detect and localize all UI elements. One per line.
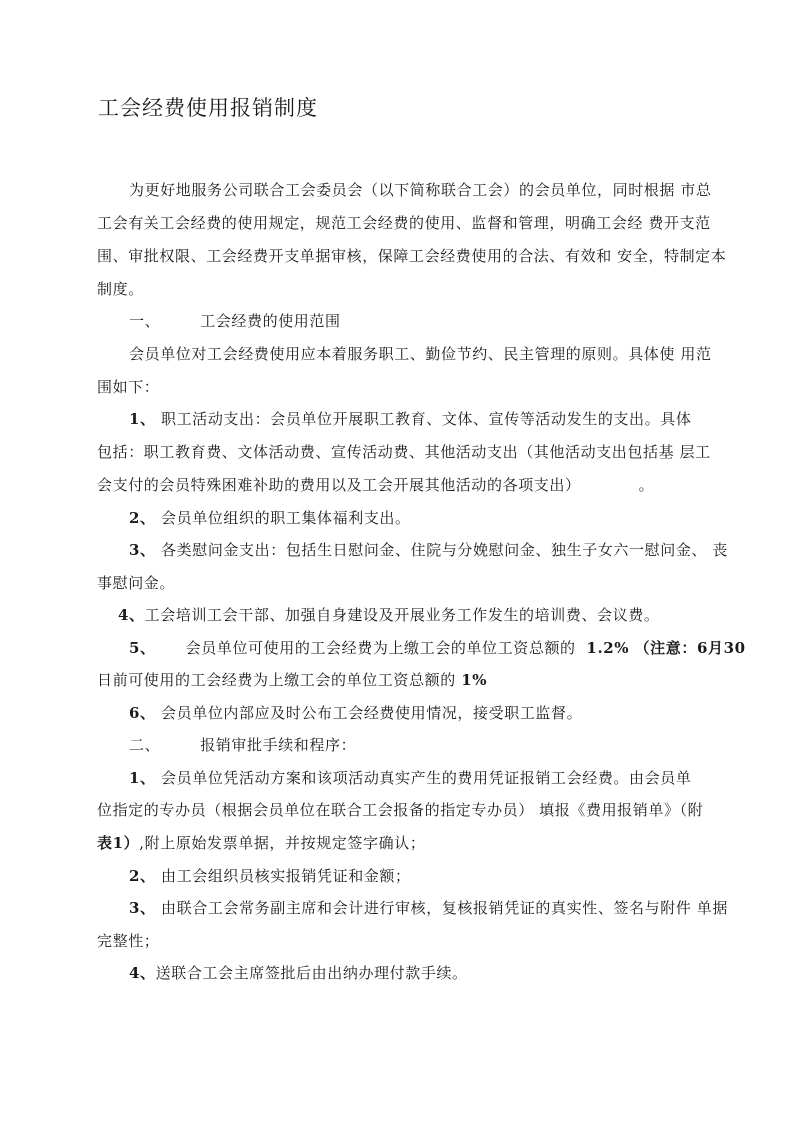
section1-heading xyxy=(129,311,341,331)
s1-item5-text: 会员单位可使用的工会经费为上缴工会的单位工资总额的 xyxy=(185,639,576,657)
s1-item2-text: 会员单位组织的职工集体福利支出。 xyxy=(161,509,411,527)
s2-item1-line-2: 位指定的专办员（根据会员单位在联合工会报备的指定专办员） 填报《费用报销单》（附 xyxy=(97,801,704,819)
s1-item5-pct1: 1.2% xyxy=(586,639,630,657)
s1-item4 xyxy=(118,605,659,625)
s2-item1-form-ref: 表1） xyxy=(97,834,140,852)
s1-item1-line-2: 包括：职工教育费、文体活动费、宣传活动费、其他活动支出（其他活动支出包括基 层工 xyxy=(97,443,711,461)
s2-item4-text: 送联合工会主席签批后由出纳办理付款手续。 xyxy=(155,964,468,982)
section2-title: 报销审批手续和程序： xyxy=(200,736,357,754)
s1-item6-text: 会员单位内部应及时公布工会经费使用情况，接受职工监督。 xyxy=(161,704,583,722)
s1-item1-line-1 xyxy=(129,409,691,429)
s1-item3-line-2: 事慰问金。 xyxy=(97,574,176,592)
s1-item5-line-1 xyxy=(129,638,746,658)
section1-intro-line-2: 围如下： xyxy=(97,378,160,396)
intro-line-2: 工会有关工会经费的使用规定，规范工会经费的使用、监督和管理，明确工会经 费开支范 xyxy=(97,214,711,232)
section2-heading xyxy=(129,735,356,755)
s1-item4-number: 4、 xyxy=(118,606,145,624)
s1-item5-note-open: （注意： xyxy=(634,639,697,657)
section2-number: 二、 xyxy=(129,736,161,754)
s1-item2 xyxy=(129,508,411,528)
s1-item5-number: 5、 xyxy=(129,639,156,657)
s2-item3-line-2: 完整性； xyxy=(97,932,160,950)
s1-item4-text: 工会培训工会干部、加强自身建设及开展业务工作发生的培训费、会议费。 xyxy=(144,606,660,624)
s2-item1-line-3 xyxy=(97,833,425,853)
s1-item5-pct2: 1% xyxy=(461,671,488,689)
s2-item1-line-1 xyxy=(129,768,691,788)
section1-intro-line-1: 会员单位对工会经费使用应本着服务职工、勤俭节约、民主管理的原则。具体使 用范 xyxy=(129,345,712,363)
s2-item2-text: 由工会组织员核实报销凭证和金额； xyxy=(161,867,411,885)
s1-item6 xyxy=(129,703,582,723)
s1-item5-text-2: 日前可使用的工会经费为上缴工会的单位工资总额的 xyxy=(97,671,456,689)
s1-item1-line-3 xyxy=(97,475,654,495)
s2-item4-number: 4、 xyxy=(129,964,156,982)
s1-item5-line-2 xyxy=(97,670,487,690)
intro-line-1: 为更好地服务公司联合工会委员会（以下简称联合工会）的会员单位，同时根据 市总 xyxy=(129,181,712,199)
s1-item1-text: 职工活动支出：会员单位开展职工教育、文体、宣传等活动发生的支出。具体 xyxy=(161,410,692,428)
s2-item1-text: 会员单位凭活动方案和该项活动真实产生的费用凭证报销工会经费。由会员单 xyxy=(161,769,692,787)
s1-item1-number: 1、 xyxy=(129,410,156,428)
s1-item2-number: 2、 xyxy=(129,509,156,527)
section1-number: 一、 xyxy=(129,312,161,330)
section1-title: 工会经费的使用范围 xyxy=(200,312,341,330)
s2-item3-line-1 xyxy=(129,898,728,918)
s1-item3-text: 各类慰问金支出：包括生日慰问金、住院与分娩慰问金、独生子女六一慰问金、 丧 xyxy=(161,541,728,559)
s2-item2 xyxy=(129,866,411,886)
s1-item3-number: 3、 xyxy=(129,541,156,559)
s1-item3-line-1 xyxy=(129,540,728,560)
document-title: 工会经费使用报销制度 xyxy=(98,96,318,120)
s2-item3-number: 3、 xyxy=(129,899,156,917)
s1-item1-text-3: 会支付的会员特殊困难补助的费用以及工会开展其他活动的各项支出） xyxy=(97,476,581,494)
s1-item1-end: 。 xyxy=(638,476,655,494)
s1-item6-number: 6、 xyxy=(129,704,156,722)
intro-line-4: 制度。 xyxy=(97,280,144,298)
intro-line-3: 围、审批权限、工会经费开支单据审核，保障工会经费使用的合法、有效和 安全，特制定本 xyxy=(97,247,727,265)
s2-item1-number: 1、 xyxy=(129,769,156,787)
s2-item2-number: 2、 xyxy=(129,867,156,885)
s2-item4 xyxy=(129,963,468,983)
s2-item3-text: 由联合工会常务副主席和会计进行审核，复核报销凭证的真实性、签名与附件 单据 xyxy=(161,899,728,917)
s2-item1-text-3: ,附上原始发票单据，并按规定签字确认； xyxy=(139,834,426,852)
s1-item5-date: 6月30 xyxy=(696,639,746,657)
